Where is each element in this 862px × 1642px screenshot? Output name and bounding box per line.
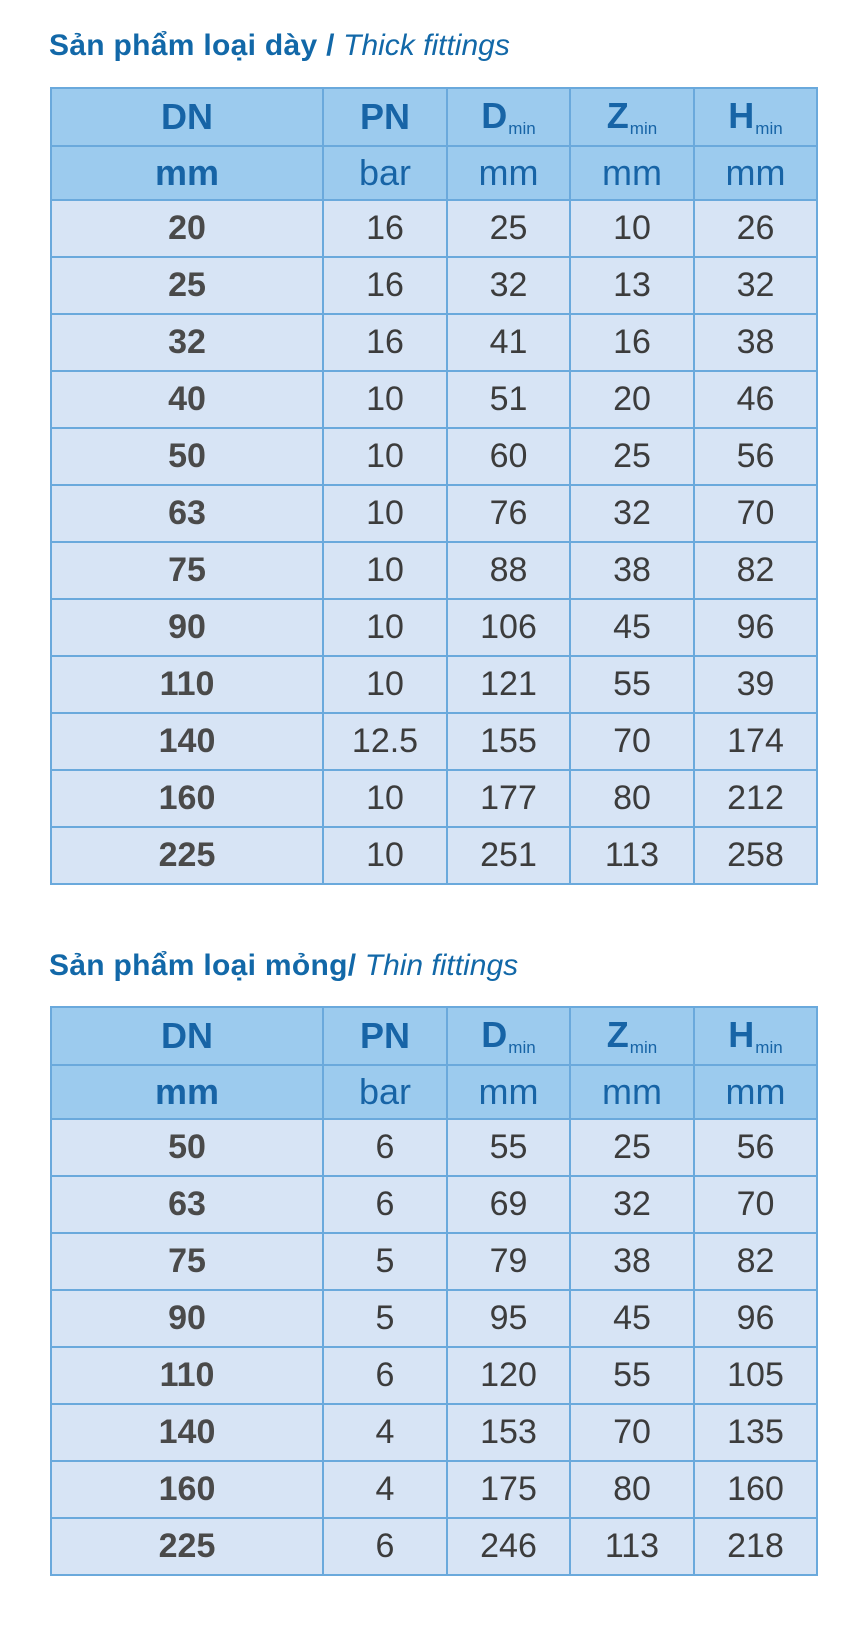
unit-row [51,1065,817,1119]
zmin-label: Z [606,95,629,136]
thin-fittings-title [49,948,518,984]
dmin-unit: mm [447,146,570,200]
dmin-cell: 69 [447,1176,570,1233]
zmin-cell: 45 [570,599,694,656]
pn-cell: 5 [323,1233,447,1290]
dmin-cell: 120 [447,1347,570,1404]
table-row [51,1233,817,1290]
dn-cell: 75 [51,542,323,599]
pn-cell: 16 [323,314,447,371]
table-row [51,428,817,485]
table-row [51,200,817,257]
thick-table-body [51,200,817,884]
hmin-cell: 160 [694,1461,817,1518]
dn-cell: 20 [51,200,323,257]
dmin-cell: 76 [447,485,570,542]
zmin-cell: 80 [570,1461,694,1518]
col-dn-header: DN [51,88,323,146]
zmin-cell: 70 [570,1404,694,1461]
dn-cell: 225 [51,1518,323,1575]
dmin-sub: min [508,1038,536,1057]
thick-fittings-title [49,28,510,64]
dn-cell: 75 [51,1233,323,1290]
dn-cell: 90 [51,599,323,656]
dn-cell: 110 [51,656,323,713]
dn-cell: 160 [51,1461,323,1518]
pn-cell: 10 [323,485,447,542]
table-row [51,1518,817,1575]
thick-fittings-table [50,87,818,885]
dmin-cell: 246 [447,1518,570,1575]
zmin-cell: 13 [570,257,694,314]
dmin-cell: 95 [447,1290,570,1347]
pn-unit: bar [323,146,447,200]
dmin-unit: mm [447,1065,570,1119]
table-row [51,257,817,314]
table-row [51,827,817,884]
zmin-unit: mm [570,146,694,200]
hmin-cell: 39 [694,656,817,713]
dn-cell: 160 [51,770,323,827]
dn-cell: 25 [51,257,323,314]
table-row [51,656,817,713]
dmin-cell: 175 [447,1461,570,1518]
col-zmin-header [570,1007,694,1065]
zmin-cell: 45 [570,1290,694,1347]
hmin-cell: 105 [694,1347,817,1404]
thin-table-body [51,1119,817,1575]
zmin-sub: min [629,1038,658,1057]
dmin-sub: min [508,119,536,138]
pn-cell: 10 [323,770,447,827]
table-row [51,1176,817,1233]
hmin-cell: 96 [694,1290,817,1347]
table-row [51,770,817,827]
zmin-label: Z [606,1014,629,1055]
dmin-cell: 25 [447,200,570,257]
dn-cell: 63 [51,1176,323,1233]
hmin-label: H [728,1014,755,1055]
hmin-cell: 174 [694,713,817,770]
pn-cell: 16 [323,257,447,314]
col-dmin-header [447,88,570,146]
hmin-cell: 56 [694,428,817,485]
hmin-cell: 70 [694,485,817,542]
pn-cell: 10 [323,542,447,599]
thin-fittings-table [50,1006,818,1576]
zmin-cell: 113 [570,1518,694,1575]
dn-cell: 63 [51,485,323,542]
pn-cell: 4 [323,1404,447,1461]
pn-cell: 10 [323,371,447,428]
zmin-unit: mm [570,1065,694,1119]
hmin-cell: 32 [694,257,817,314]
dmin-cell: 106 [447,599,570,656]
thick-title-en: Thick fittings [334,29,510,62]
zmin-cell: 10 [570,200,694,257]
dmin-cell: 251 [447,827,570,884]
zmin-cell: 32 [570,485,694,542]
zmin-cell: 55 [570,656,694,713]
zmin-cell: 16 [570,314,694,371]
hmin-cell: 82 [694,1233,817,1290]
zmin-cell: 80 [570,770,694,827]
zmin-cell: 38 [570,1233,694,1290]
hmin-cell: 70 [694,1176,817,1233]
thin-title-vn: Sản phẩm loại mỏng/ [49,949,357,982]
pn-cell: 6 [323,1119,447,1176]
hmin-unit: mm [694,1065,817,1119]
dn-cell: 32 [51,314,323,371]
table-row [51,1290,817,1347]
hmin-cell: 38 [694,314,817,371]
dn-cell: 140 [51,1404,323,1461]
dmin-cell: 32 [447,257,570,314]
hmin-cell: 218 [694,1518,817,1575]
dn-cell: 50 [51,1119,323,1176]
dn-cell: 90 [51,1290,323,1347]
col-pn-header: PN [323,1007,447,1065]
col-hmin-header [694,88,817,146]
hmin-cell: 46 [694,371,817,428]
zmin-cell: 113 [570,827,694,884]
col-hmin-header [694,1007,817,1065]
dn-unit: mm [51,146,323,200]
hmin-cell: 212 [694,770,817,827]
dmin-cell: 55 [447,1119,570,1176]
zmin-sub: min [629,119,658,138]
hmin-cell: 82 [694,542,817,599]
table-row [51,314,817,371]
dn-unit: mm [51,1065,323,1119]
dn-cell: 110 [51,1347,323,1404]
table-row [51,1119,817,1176]
zmin-cell: 70 [570,713,694,770]
table-row [51,599,817,656]
dmin-label: D [481,1014,508,1055]
dmin-cell: 41 [447,314,570,371]
col-pn-header: PN [323,88,447,146]
col-dmin-header [447,1007,570,1065]
hmin-sub: min [755,119,783,138]
hmin-unit: mm [694,146,817,200]
dmin-cell: 60 [447,428,570,485]
zmin-cell: 38 [570,542,694,599]
dmin-cell: 51 [447,371,570,428]
zmin-cell: 25 [570,428,694,485]
hmin-cell: 258 [694,827,817,884]
hmin-cell: 96 [694,599,817,656]
pn-cell: 16 [323,200,447,257]
dn-cell: 140 [51,713,323,770]
hmin-cell: 135 [694,1404,817,1461]
zmin-cell: 25 [570,1119,694,1176]
hmin-cell: 26 [694,200,817,257]
table-row [51,542,817,599]
col-zmin-header [570,88,694,146]
pn-cell: 6 [323,1518,447,1575]
dmin-cell: 153 [447,1404,570,1461]
dmin-cell: 155 [447,713,570,770]
dmin-cell: 121 [447,656,570,713]
pn-cell: 10 [323,599,447,656]
table-row [51,1404,817,1461]
hmin-label: H [728,95,755,136]
dn-cell: 50 [51,428,323,485]
zmin-cell: 55 [570,1347,694,1404]
dn-cell: 40 [51,371,323,428]
table-row [51,371,817,428]
thick-title-vn: Sản phẩm loại dày / [49,29,335,62]
thin-title-en: Thin fittings [356,949,519,982]
table-row [51,485,817,542]
table-row [51,1461,817,1518]
pn-unit: bar [323,1065,447,1119]
dmin-cell: 88 [447,542,570,599]
pn-cell: 10 [323,827,447,884]
hmin-sub: min [755,1038,783,1057]
zmin-cell: 20 [570,371,694,428]
pn-cell: 5 [323,1290,447,1347]
unit-row [51,146,817,200]
pn-cell: 6 [323,1176,447,1233]
dmin-cell: 79 [447,1233,570,1290]
dmin-cell: 177 [447,770,570,827]
zmin-cell: 32 [570,1176,694,1233]
pn-cell: 4 [323,1461,447,1518]
pn-cell: 10 [323,656,447,713]
hmin-cell: 56 [694,1119,817,1176]
pn-cell: 12.5 [323,713,447,770]
table-row [51,713,817,770]
col-dn-header: DN [51,1007,323,1065]
dn-cell: 225 [51,827,323,884]
pn-cell: 10 [323,428,447,485]
dmin-label: D [481,95,508,136]
header-row [51,88,817,146]
header-row [51,1007,817,1065]
table-row [51,1347,817,1404]
pn-cell: 6 [323,1347,447,1404]
